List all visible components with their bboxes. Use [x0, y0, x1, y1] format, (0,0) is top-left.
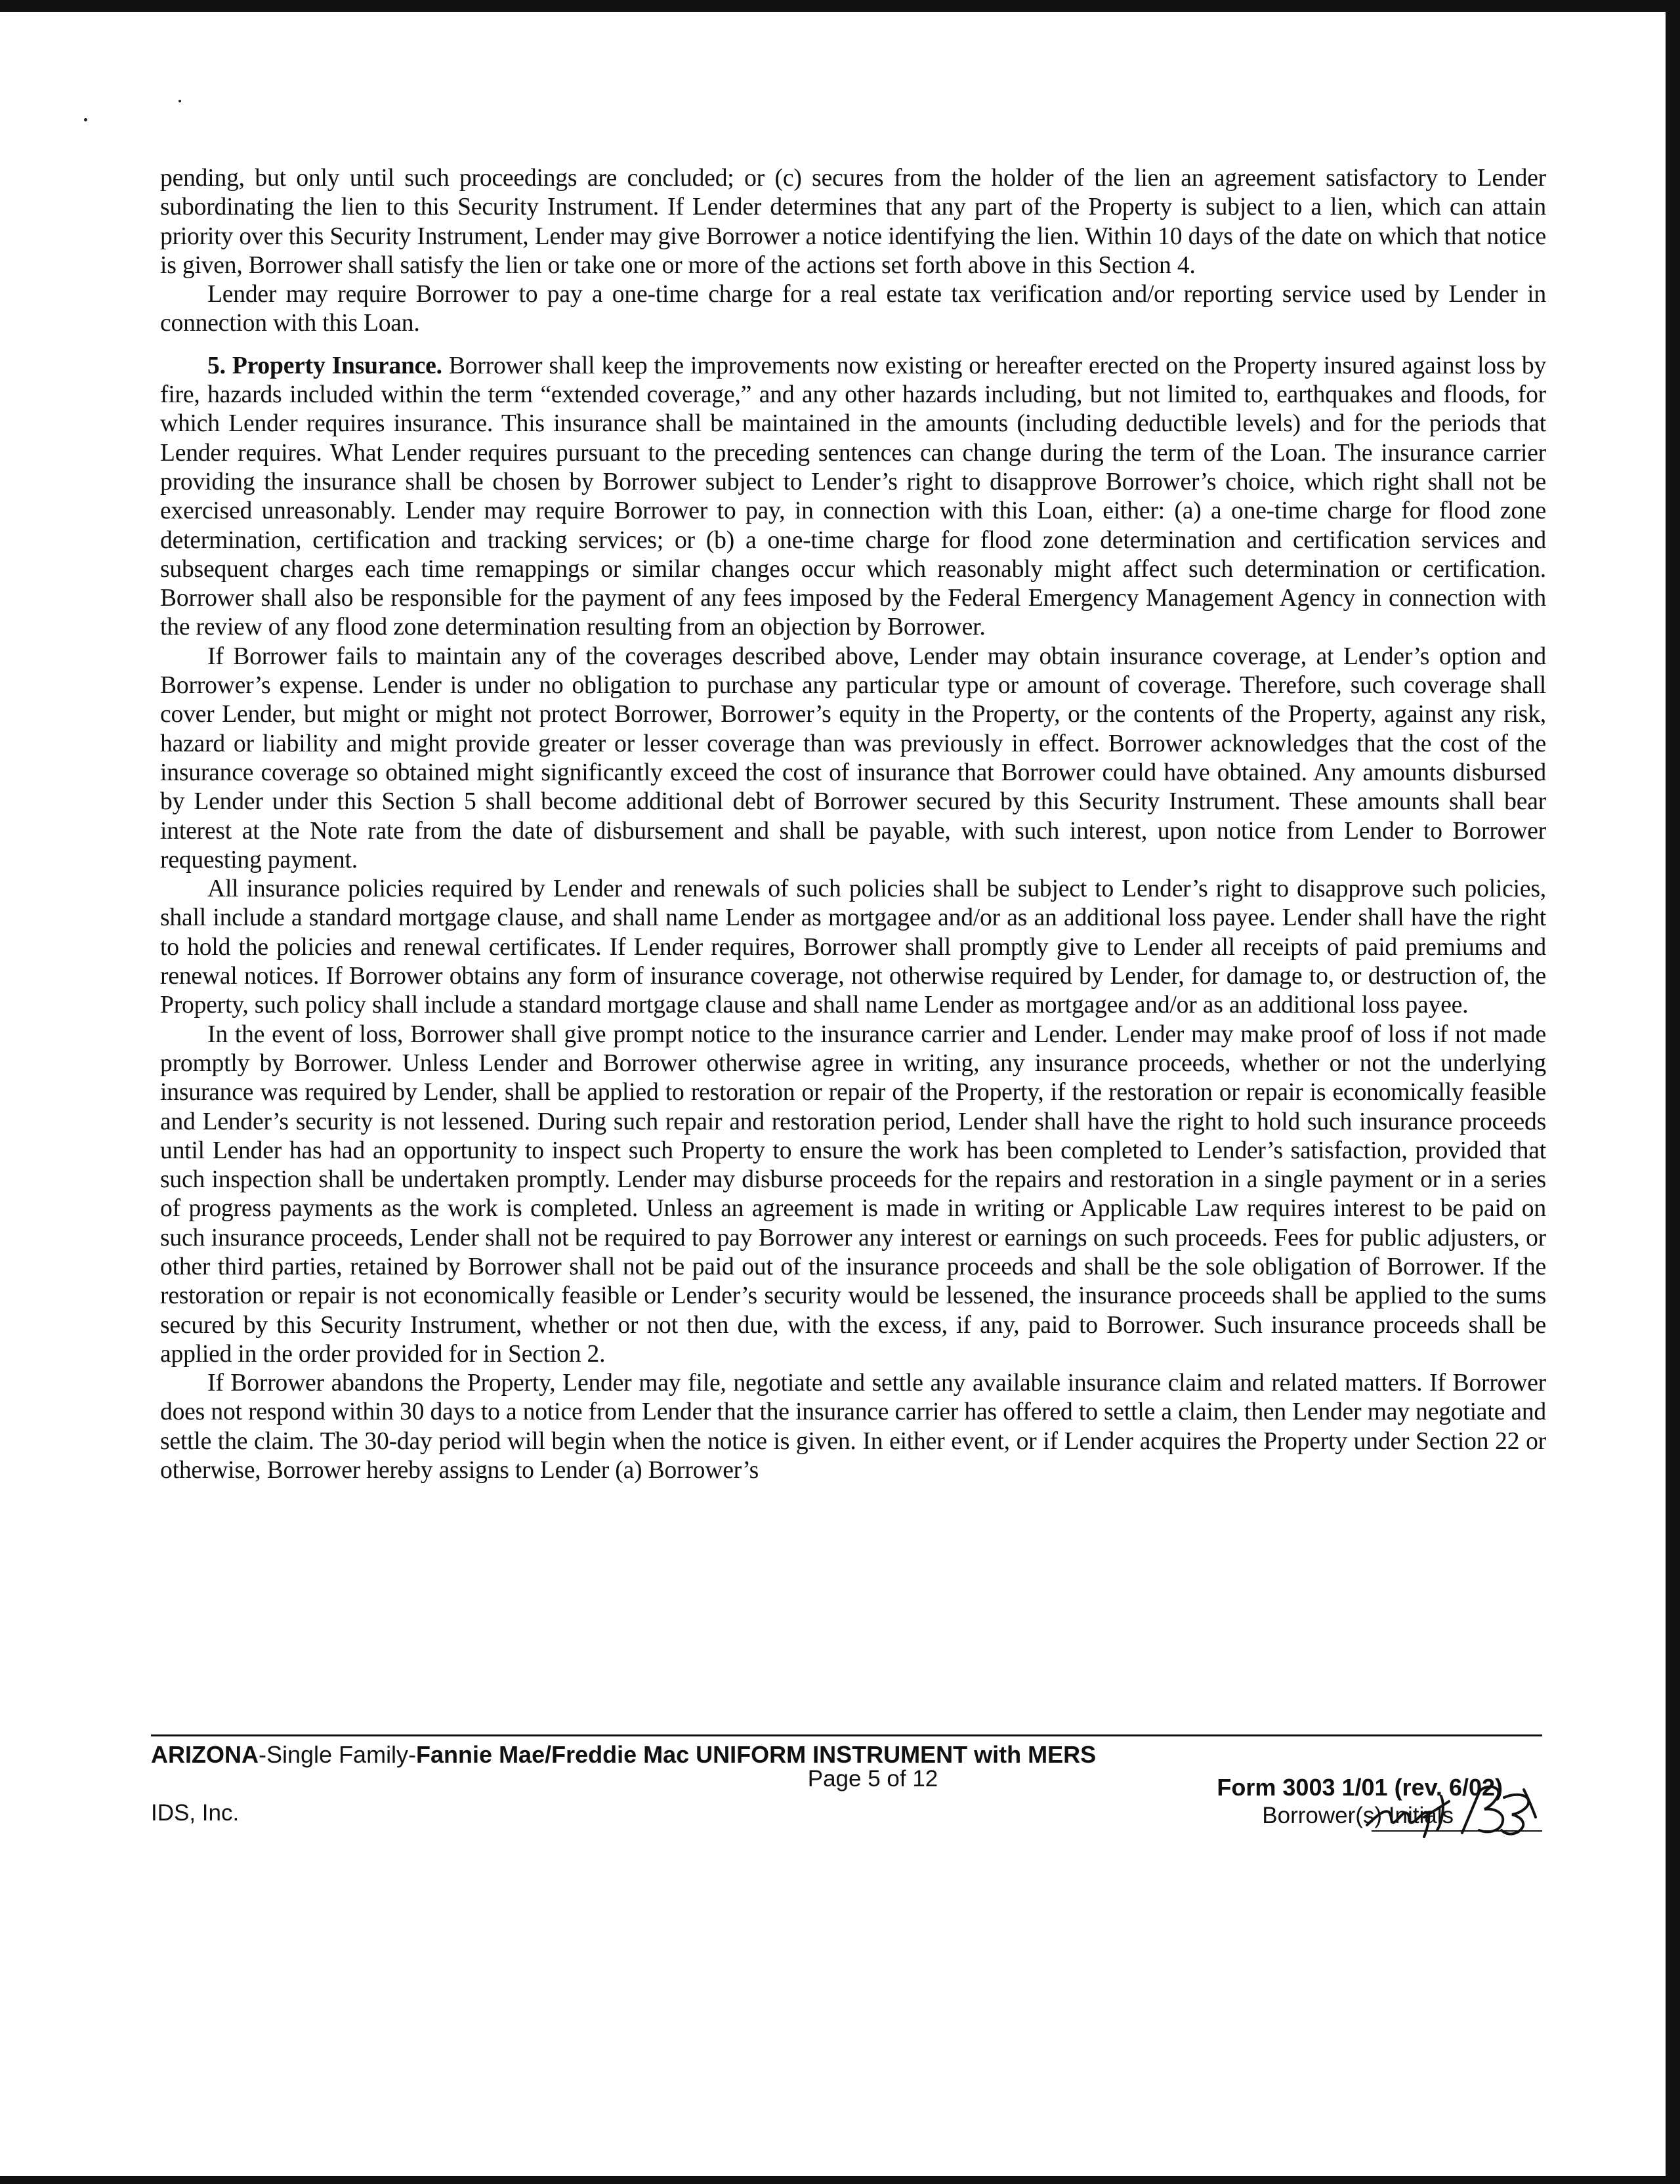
- footer-title-mid: -Single Family-: [259, 1741, 417, 1768]
- footer-state: ARIZONA: [151, 1741, 259, 1768]
- footer-rule: [151, 1734, 1542, 1736]
- document-body: [160, 164, 1546, 1485]
- vendor-name: IDS, Inc.: [151, 1800, 240, 1826]
- scan-speck: [84, 118, 87, 121]
- paragraph-event-of-loss: In the event of loss, Borrower shall give prompt notice to the insurance carrier and Lender. Lender may make proof of loss if not made promptly by Borrower. Unless Lender and Borrower otherwise agree in writing, any insurance proceeds, whether or not the underlying insurance was required by Lender, shall be applied to restoration or repair of the Property, if the restoration or repair is economically feasible and Lender’s security is not lessened. During such repair and restoration period, Lender shall have the right to hold such insurance proceeds until Lender has had an opportunity to inspect such Property to ensure the work has been completed to Lender’s satisfaction, provided that such inspection shall be undertaken promptly. Lender may disburse proceeds for the repairs and restoration in a single payment or in a series of progress payments as the work is completed. Unless an agreement is made in writing or Applicable Law requires interest to be paid on such insurance proceeds, Lender shall not be required to pay Borrower any interest or earnings on such proceeds. Fees for public adjusters, or other third parties, retained by Borrower shall not be paid out of the insurance proceeds and shall be the sole obligation of Borrower. If the restoration or repair is not economically feasible or Lender’s security would be lessened, the insurance proceeds shall be applied to the sums secured by this Security Instrument, whether or not then due, with the excess, if any, paid to Borrower. Such insurance proceeds shall be applied in the order provided for in Section 2.: [160, 1020, 1546, 1368]
- paragraph-abandonment: If Borrower abandons the Property, Lender may file, negotiate and settle any available insurance claim and related matters. If Borrower does not respond within 30 days to a notice from Lender that the insurance carrier has offered to settle a claim, then Lender may negotiate and settle the claim. The 30-day period will begin when the notice is given. In either event, or if Lender acquires the Property under Section 22 or otherwise, Borrower hereby assigns to Lender (a) Borrower’s: [160, 1370, 1546, 1484]
- page-number: Page 5 of 12: [807, 1766, 938, 1792]
- scan-border-bottom: [0, 2176, 1680, 2184]
- initials-label: Borrower(s) Initials: [1262, 1803, 1454, 1828]
- paragraph-section-4-end: pending, but only until such proceedings are concluded; or (c) secures from the holder of the lien an agreement satisfactory to Lender subordinating the lien to this Security Instrument. If Lender determines that any part of the Property is subject to a lien, which can attain priority over this Security Instrument, Lender may give Borrower a notice identifying the lien. Within 10 days of the date on which that notice is given, Borrower shall satisfy the lien or take one or more of the actions set forth above in this Section 4.: [160, 165, 1546, 279]
- handwritten-initials-signature: [1364, 1778, 1541, 1842]
- section-5-heading: 5. Property Insurance.: [207, 352, 442, 379]
- page-footer: [151, 1734, 1542, 1859]
- section-5-text: Borrower shall keep the improvements now existing or hereafter erected on the Property insured against loss by fire, hazards included within the term “extended coverage,” and any other hazards including, but not limited to, earthquakes and floods, for which Lender requires insurance. This insurance shall be maintained in the amounts (including deductible levels) and for the periods that Lender requires. What Lender requires pursuant to the preceding sentences can change during the term of the Loan. The insurance carrier providing the insurance shall be chosen by Borrower subject to Lender’s right to disapprove Borrower’s choice, which right shall not be exercised unreasonably. Lender may require Borrower to pay, in connection with this Loan, either: (a) a one-time charge for flood zone determination, certification and tracking services; or (b) a one-time charge for flood zone determination and certification services and subsequent charges each time remappings or similar changes occur which reasonably might affect such determination or certification. Borrower shall also be responsible for the payment of any fees imposed by the Federal Emergency Management Agency in connection with the review of any flood zone determination resulting from an objection by Borrower.: [160, 352, 1546, 641]
- paragraph-insurance-policies: All insurance policies required by Lender and renewals of such policies shall be subject to Lender’s right to disapprove such policies, shall include a standard mortgage clause, and shall name Lender as mortgagee and/or as an additional loss payee. Lender shall have the right to hold the policies and renewal certificates. If Lender requires, Borrower shall promptly give to Lender all receipts of paid premiums and renewal notices. If Borrower obtains any form of insurance coverage, not otherwise required by Lender, for damage to, or destruction of, the Property, such policy shall include a standard mortgage clause and shall name Lender as mortgagee and/or as an additional loss payee.: [160, 875, 1546, 1019]
- footer-title-rest: Fannie Mae/Freddie Mac UNIFORM INSTRUMENT with MERS: [416, 1741, 1097, 1768]
- scan-border-top: [0, 0, 1680, 12]
- footer-instrument-title: [151, 1741, 1096, 1769]
- paragraph-section-5: [160, 352, 1546, 642]
- scan-border-right: [1666, 0, 1680, 2184]
- paragraph-lapse-coverage: If Borrower fails to maintain any of the coverages described above, Lender may obtain insurance coverage, at Lender’s option and Borrower’s expense. Lender is under no obligation to purchase any particular type or amount of coverage. Therefore, such coverage shall cover Lender, but might or might not protect Borrower, Borrower’s equity in the Property, or the contents of the Property, against any risk, hazard or liability and might provide greater or lesser coverage than was previously in effect. Borrower acknowledges that the cost of the insurance coverage so obtained might significantly exceed the cost of insurance that Borrower could have obtained. Any amounts disbursed by Lender under this Section 5 shall become additional debt of Borrower secured by this Security Instrument. These amounts shall bear interest at the Note rate from the date of disbursement and shall be payable, with such interest, upon notice from Lender to Borrower requesting payment.: [160, 642, 1546, 873]
- paragraph-tax-verification: Lender may require Borrower to pay a one-time charge for a real estate tax verification and/or reporting service used by Lender in connection with this Loan.: [160, 281, 1546, 337]
- form-number: Form 3003 1/01 (rev. 6/02): [1217, 1774, 1503, 1801]
- initials-underline: [1372, 1830, 1542, 1832]
- scan-speck: [178, 100, 181, 102]
